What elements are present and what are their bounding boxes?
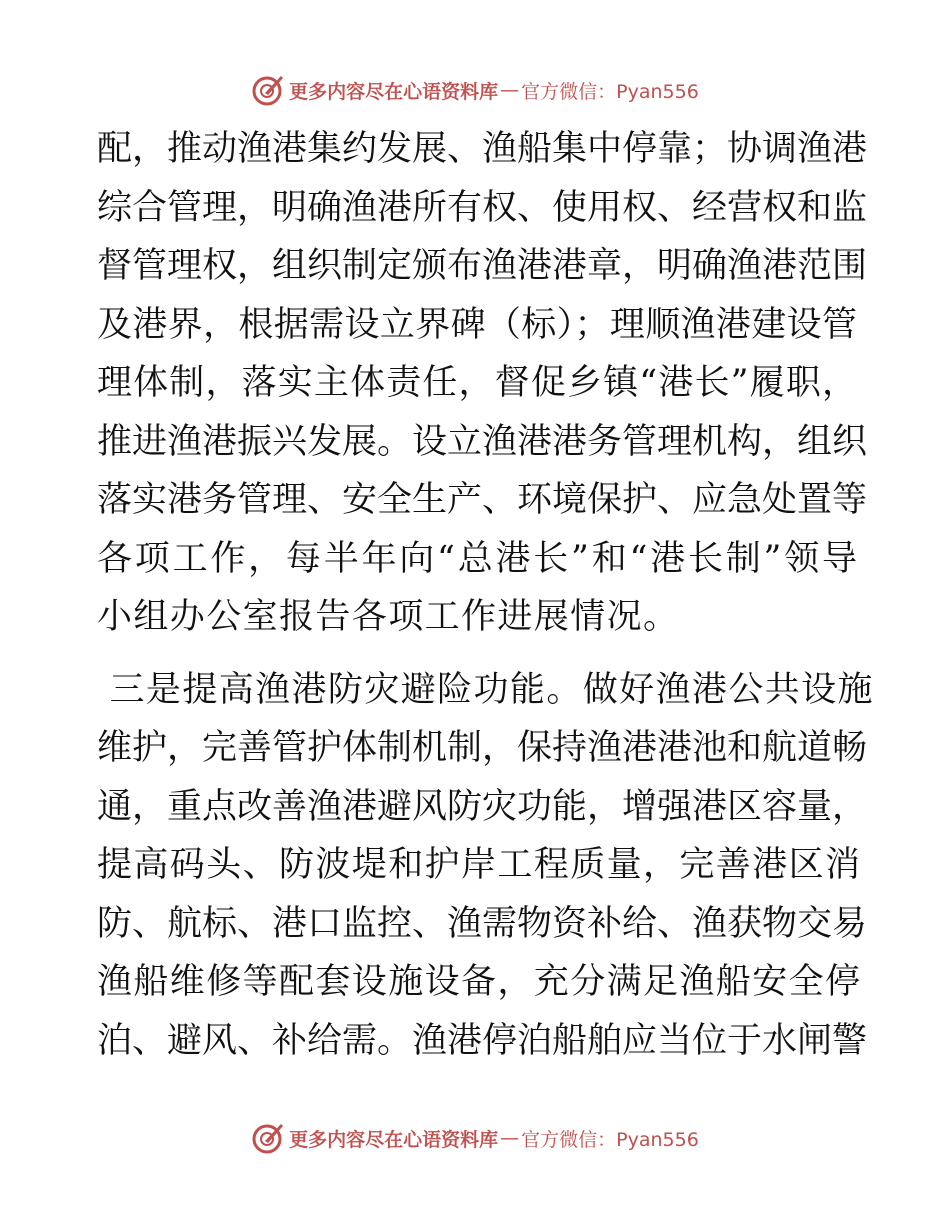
text-line: 综合管理，明确渔港所有权、使用权、经营权和监 (97, 187, 868, 228)
header-banner-wechat: 官方微信：Pyan556 (521, 80, 699, 103)
header-banner-separator: — (500, 79, 520, 101)
quill-logo-icon (251, 73, 285, 107)
header-banner (0, 68, 950, 112)
text-line: 及港界，根据需设立界碑（标）；理顺渔港建设管 (97, 304, 857, 345)
text-line: 配，推动渔港集约发展、渔船集中停靠；协调渔港 (97, 129, 868, 169)
footer-banner-wechat: 官方微信：Pyan556 (521, 1128, 699, 1151)
footer-banner (0, 1116, 950, 1160)
quill-logo-icon (251, 1121, 285, 1155)
header-banner-text: 更多内容尽在心语资料库 (289, 80, 499, 103)
text-line: 维护，完善管护体制机制，保持渔港港池和航道畅 (97, 728, 868, 768)
text-line: 小组办公室报告各项工作进展情况。 (97, 597, 680, 637)
paragraph-gap (97, 647, 857, 661)
footer-banner-separator: — (500, 1127, 520, 1149)
text-line: 渔船维修等配套设施设备，充分满足渔船安全停 (97, 962, 862, 1002)
paragraph-2 (97, 661, 874, 1071)
text-line: 三是提高渔港防灾避险功能。做好渔港公共设施 (97, 669, 874, 710)
footer-banner-text: 更多内容尽在心语资料库 (289, 1128, 499, 1151)
document-body (97, 120, 874, 1070)
text-line: 泊、避风、补给需。渔港停泊船舶应当位于水闸警 (97, 1020, 868, 1061)
text-line: 通，重点改善渔港避风防灾功能，增强港区容量， (97, 786, 868, 827)
text-line: 提高码头、防波堤和护岸工程质量，完善港区消 (97, 845, 862, 885)
text-line: 推进渔港振兴发展。设立渔港港务管理机构，组织 (97, 421, 868, 462)
text-line: 理体制，落实主体责任，督促乡镇“港长”履职， (97, 363, 857, 403)
text-line: 督管理权，组织制定颁布渔港港章，明确渔港范围 (97, 246, 868, 286)
text-line: 防、航标、港口监控、渔需物资补给、渔获物交易 (97, 903, 868, 944)
text-line: 各项工作，每半年向“总港长”和“港长制”领导 (97, 538, 857, 579)
paragraph-1 (97, 120, 868, 647)
text-line: 落实港务管理、安全生产、环境保护、应急处置等 (97, 480, 868, 520)
